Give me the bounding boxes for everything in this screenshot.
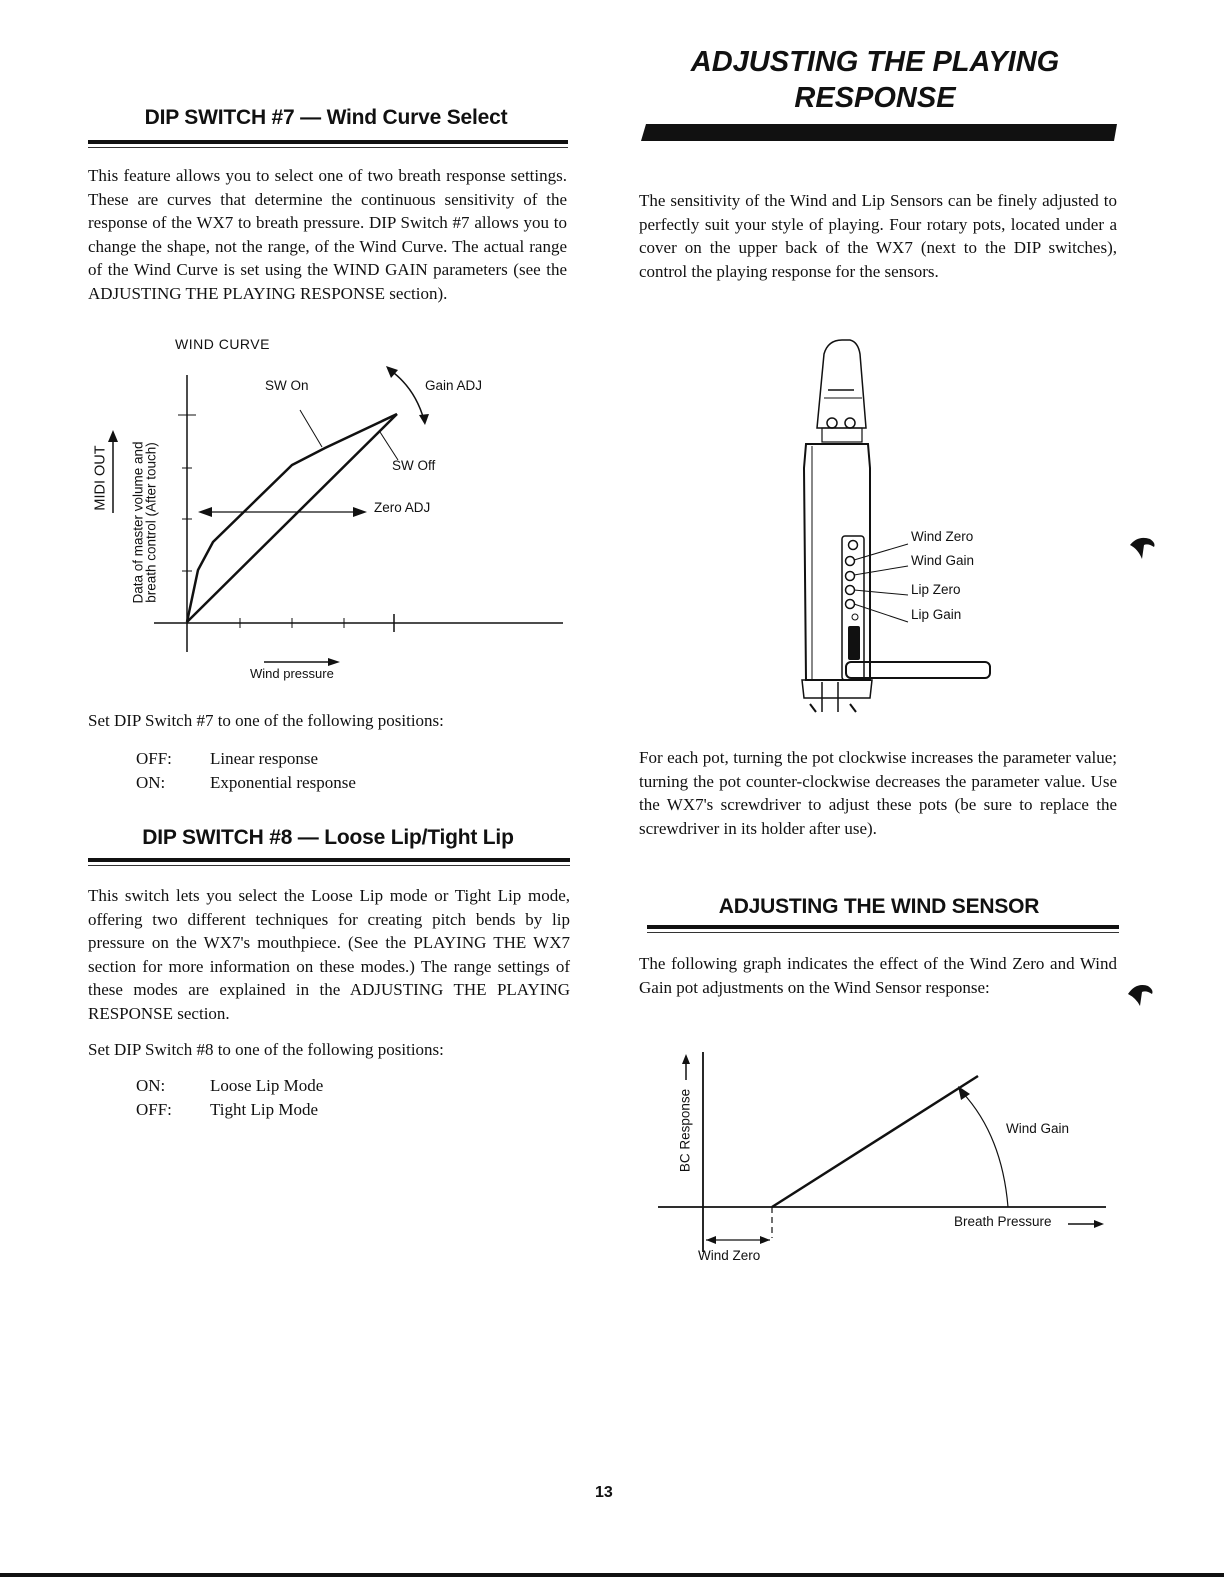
- margin-mark-icon: [1126, 982, 1156, 1008]
- wind-sensor-figure: [620, 1020, 1140, 1270]
- dip7-option-on: [136, 771, 356, 795]
- dip8-option-on: [136, 1074, 323, 1098]
- wind-pressure-label: Wind pressure: [250, 666, 334, 681]
- wind-sensor-rule-thin: [647, 932, 1119, 933]
- wind-curve-title: WIND CURVE: [175, 336, 270, 352]
- page-title-line1: ADJUSTING THE PLAYING: [690, 46, 1060, 78]
- option-key: OFF:: [136, 1100, 172, 1119]
- dip7-options: [136, 747, 356, 795]
- option-value: Linear response: [210, 749, 319, 768]
- wind-curve-figure: [80, 330, 580, 690]
- dip7-rule-thin: [88, 147, 568, 148]
- option-value: Loose Lip Mode: [210, 1076, 324, 1095]
- wind-gain-label: Wind Gain: [911, 553, 975, 568]
- option-value: Tight Lip Mode: [210, 1100, 319, 1119]
- page-number: 13: [595, 1484, 613, 1501]
- page-title-line2: RESPONSE: [794, 82, 956, 114]
- margin-mark-icon: [1128, 535, 1158, 561]
- dip7-heading: DIP SWITCH #7 — Wind Curve Select: [144, 106, 508, 129]
- option-value: Exponential response: [210, 773, 356, 792]
- zero-adj-label: Zero ADJ: [374, 500, 431, 515]
- y-axis-label-line2: breath control (After touch): [143, 442, 159, 603]
- pot-text: For each pot, turning the pot clockwise increases the parameter value; turning the pot counter-clockwise decreases the parameter value. Use the WX7's screwdriver to adjust these pots (be sure to replace the screwdriver in its holder after use).: [639, 748, 1117, 838]
- wx7-device-drawing: [780, 320, 1040, 720]
- wind-sensor-body: The following graph indicates the effect of the Wind Zero and Wind Gain pot adjustments on the Wind Sensor response:: [639, 954, 1117, 997]
- option-key: ON:: [136, 773, 166, 792]
- page-title: [640, 44, 1110, 116]
- dip7-body: This feature allows you to select one of two breath response settings. These are curves that determine the continuous sensitivity of the response of the WX7 to breath pressure. DIP Switch #7 allows you to change the shape, not the range, of the Wind Curve. The actual range of the Wind Curve is set using the WIND GAIN parameters (see the ADJUSTING THE PLAYING RESPONSE section).: [88, 166, 567, 303]
- dip7-option-off: [136, 747, 356, 771]
- dip7-set-text: Set DIP Switch #7 to one of the following positions:: [88, 711, 444, 730]
- dip8-heading: DIP SWITCH #8 — Loose Lip/Tight Lip: [142, 826, 514, 849]
- gain-adj-label: Gain ADJ: [425, 378, 483, 393]
- intro-text: The sensitivity of the Wind and Lip Sensors can be finely adjusted to perfectly suit your style of playing. Four rotary pots, located under a cover on the upper back of the WX7 (next to the DIP switches), control the playing response for the sensors.: [639, 191, 1117, 281]
- dip7-rule-thick: [88, 140, 568, 144]
- breath-pressure-label: Breath Pressure: [954, 1214, 1052, 1229]
- footer-rule: [0, 1573, 1224, 1577]
- dip8-options: [136, 1074, 323, 1122]
- wind-sensor-heading: ADJUSTING THE WIND SENSOR: [718, 895, 1040, 918]
- title-bar: [640, 123, 1120, 143]
- option-key: OFF:: [136, 749, 172, 768]
- dip8-option-off: [136, 1098, 323, 1122]
- dip8-rule-thick: [88, 858, 570, 862]
- dip8-body: This switch lets you select the Loose Lip mode or Tight Lip mode, offering two different techniques for creating pitch bends by lip pressure on the WX7's mouthpiece. (See the PLAYING THE WX7 section for more information on these modes.) The range settings of these modes are explained in the ADJUSTING THE PLAYING RESPONSE section.: [88, 886, 570, 1023]
- wind-sensor-graph: [620, 1020, 1140, 1270]
- sw-off-label: SW Off: [392, 458, 436, 473]
- dip8-set-text: Set DIP Switch #8 to one of the following positions:: [88, 1040, 444, 1059]
- wx7-device-figure: [780, 320, 1040, 720]
- wind-zero-graph-label: Wind Zero: [698, 1248, 761, 1263]
- wind-zero-label: Wind Zero: [911, 529, 974, 544]
- lip-gain-label: Lip Gain: [911, 607, 962, 622]
- midi-out-label: MIDI OUT: [92, 445, 109, 511]
- dip8-rule-thin: [88, 865, 570, 866]
- wind-sensor-rule-thick: [647, 925, 1119, 929]
- option-key: ON:: [136, 1076, 166, 1095]
- wind-gain-graph-label: Wind Gain: [1006, 1121, 1070, 1136]
- bc-response-label: BC Response: [677, 1088, 693, 1173]
- sw-on-label: SW On: [265, 378, 309, 393]
- lip-zero-label: Lip Zero: [911, 582, 961, 597]
- y-axis-label-line1: Data of master volume and: [130, 441, 146, 604]
